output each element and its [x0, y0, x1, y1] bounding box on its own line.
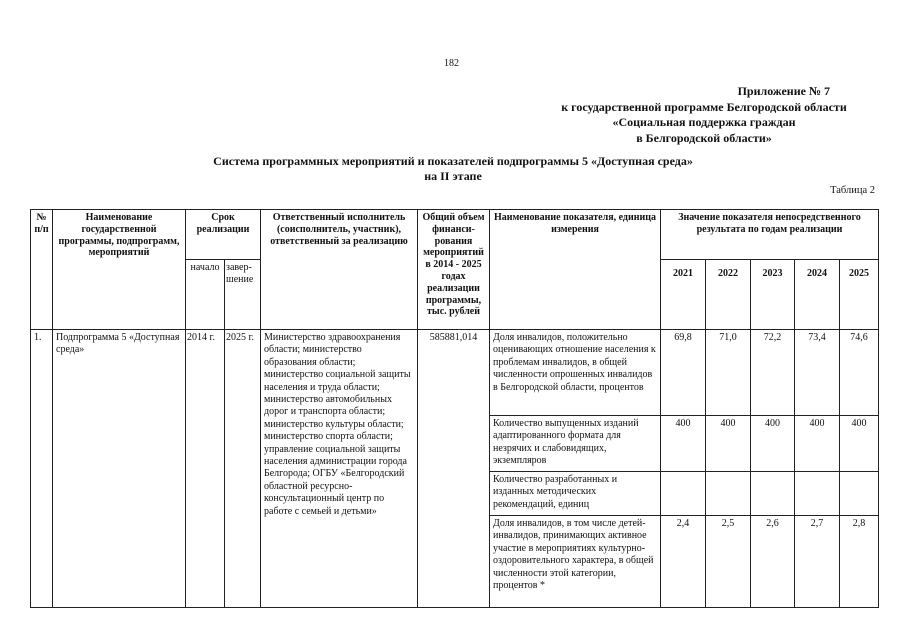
indicator-value: 2,6 [751, 516, 795, 608]
row-start: 2014 г. [186, 330, 225, 608]
indicator-value: 2,7 [795, 516, 840, 608]
indicator-value: 69,8 [661, 330, 706, 416]
header-volume: Общий объем финанси-рования мероприятий в 2014 - 2025 годах реализации программы, тыс. рублей [418, 210, 490, 330]
header-year: 2024 [795, 260, 840, 330]
header-year: 2023 [751, 260, 795, 330]
indicator-name: Доля инвалидов, в том числе детей-инвалидов, принимающих активное участие в мероприятиях культурно-оздоровительного характера, в общей численности этой категории, процентов * [490, 516, 661, 608]
header-values: Значение показателя непосредственного результата по годам реализации [661, 210, 879, 260]
measures-table [30, 209, 879, 608]
indicator-value [661, 472, 706, 516]
indicator-value: 400 [751, 416, 795, 472]
indicator-value [751, 472, 795, 516]
header-num: № п/п [31, 210, 53, 330]
header-term: Срок реализации [186, 210, 261, 260]
indicator-name: Количество разработанных и изданных методических рекомендаций, единиц [490, 472, 661, 516]
indicator-value [795, 472, 840, 516]
header-indicator: Наименование показателя, единица измерения [490, 210, 661, 330]
row-num: 1. [31, 330, 53, 608]
indicator-name: Доля инвалидов, положительно оценивающих отношение населения к проблемам инвалидов, в общей численности опрошенных инвалидов в Белгородской области, процентов [490, 330, 661, 416]
header-year: 2022 [706, 260, 751, 330]
row-responsible: Министерство здравоохранения области; министерство образования области; министерство социальной защиты населения и труда области; министерство автомобильных дорог и транспорта области; министерство культуры области; министерство спорта области; управление социальной защиты населения администрации города Белгорода; ОГБУ «Белгородский областной ресурсно-консультационный центр по работе с семьей и детьми» [261, 330, 418, 608]
appendix-header [534, 84, 874, 146]
indicator-value [706, 472, 751, 516]
header-year: 2025 [840, 260, 879, 330]
header-name: Наименование государственной программы, подпрограмм, мероприятий [53, 210, 186, 330]
indicator-value: 73,4 [795, 330, 840, 416]
indicator-value: 400 [840, 416, 879, 472]
indicator-value: 2,5 [706, 516, 751, 608]
header-start: начало [186, 260, 225, 330]
indicator-name: Количество выпущенных изданий адаптированного формата для незрячих и слабовидящих, экземпляров [490, 416, 661, 472]
indicator-value: 71,0 [706, 330, 751, 416]
header-year: 2021 [661, 260, 706, 330]
appendix-line-2: к государственной программе Белгородской области [561, 99, 847, 114]
appendix-line-1: Приложение № 7 [737, 84, 830, 98]
appendix-line-4: в Белгородской области» [636, 130, 772, 145]
indicator-value: 400 [706, 416, 751, 472]
appendix-line-3: «Социальная поддержка граждан [612, 115, 796, 129]
indicator-value: 2,4 [661, 516, 706, 608]
header-responsible: Ответственный исполнитель (соисполнитель, участник), ответственный за реализацию [261, 210, 418, 330]
row-name: Подпрограмма 5 «Доступная среда» [53, 330, 186, 608]
indicator-value: 72,2 [751, 330, 795, 416]
table-label: Таблица 2 [830, 185, 875, 196]
page-number: 182 [444, 58, 459, 69]
title-line-1: Система программных мероприятий и показателей подпрограммы 5 «Доступная среда» [213, 154, 693, 168]
row-volume: 585881,014 [418, 330, 490, 608]
indicator-value: 2,8 [840, 516, 879, 608]
indicator-value: 74,6 [840, 330, 879, 416]
indicator-value: 400 [795, 416, 840, 472]
header-end: завер-шение [225, 260, 261, 330]
document-title [150, 154, 756, 184]
indicator-value [840, 472, 879, 516]
indicator-value: 400 [661, 416, 706, 472]
title-line-2: на II этапе [424, 169, 482, 183]
row-end: 2025 г. [225, 330, 261, 608]
